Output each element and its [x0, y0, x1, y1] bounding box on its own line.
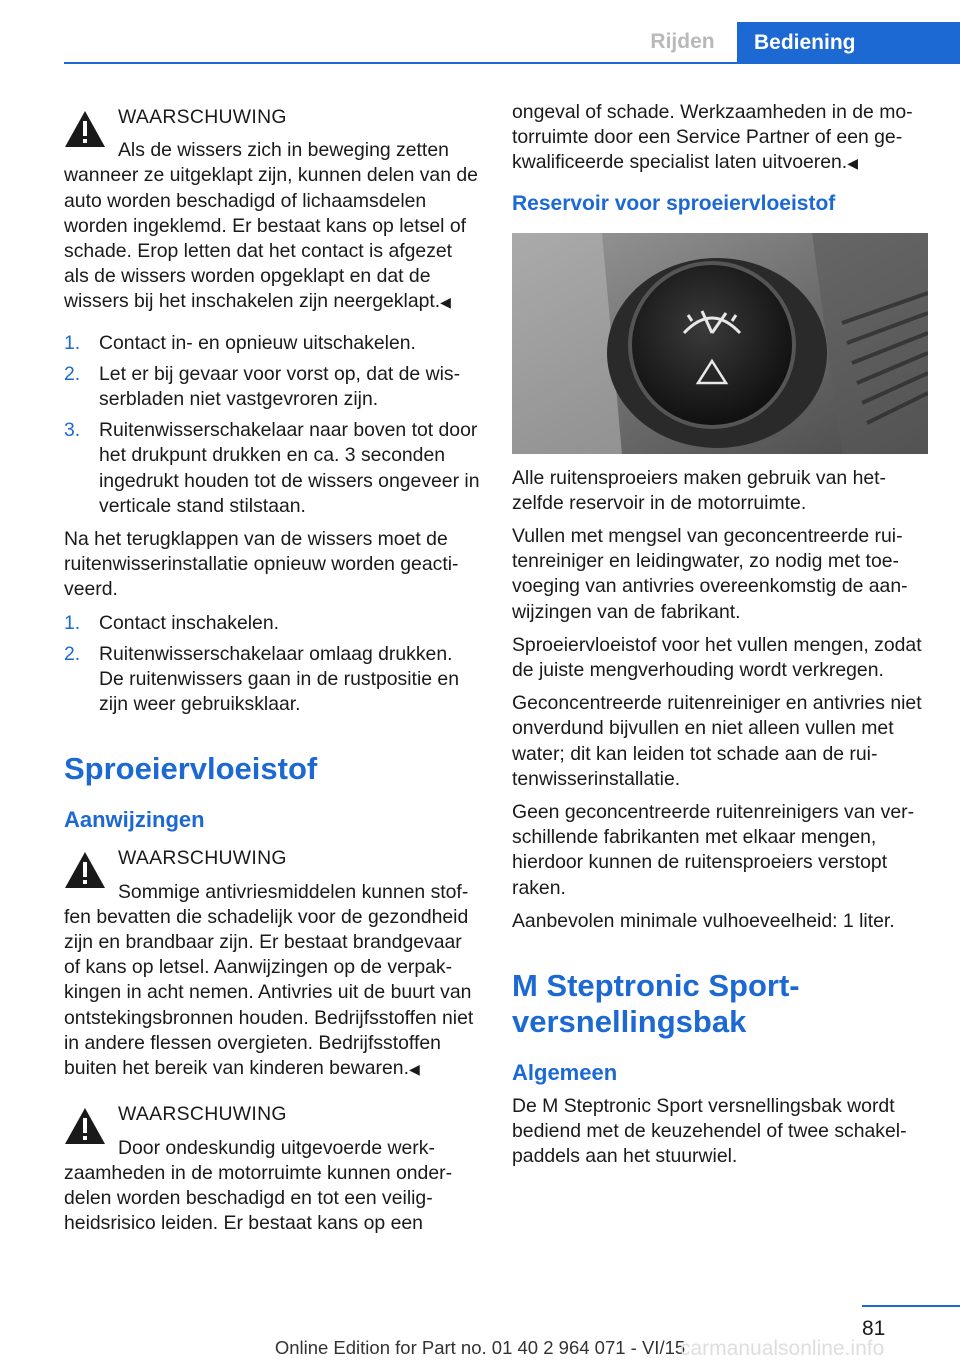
paragraph: Aanbevolen minimale vulhoeveelheid: 1 liter.	[512, 909, 895, 932]
list-text: Contact inschakelen.	[99, 611, 280, 634]
list-item	[64, 331, 482, 356]
paragraph: Alle ruitensproeiers maken gebruik van hetzelfde reservoir in de motorruimte.	[512, 466, 887, 514]
paragraph: Sproeiervloeistof voor het vullen mengen, zodat de juiste mengverhouding wordt verkregen.	[512, 633, 922, 682]
warning-title: WAARSCHUWING	[118, 1103, 287, 1126]
paragraph: Na het terugklappen van de wissers moet de ruitenwisserinstallatie opnieuw worden geactiveerd.	[64, 528, 459, 601]
page-number: 81	[862, 1317, 886, 1340]
washer-reservoir-photo	[512, 233, 928, 454]
steps-list-1	[64, 331, 482, 519]
warning-body: Door ondeskundig uitgevoerde werkzaamheden in de motorruimte kunnen onderdelen worden beschadigd en tot een veiligheidsrisico leiden. Er bestaat kans op een	[64, 1136, 453, 1235]
list-item	[64, 418, 482, 519]
list-number: 1.	[64, 611, 81, 634]
list-item	[64, 642, 482, 718]
warning-title: WAARSCHUWING	[118, 106, 287, 128]
warning-engine-bay	[64, 1097, 482, 1236]
edition-footer: Online Edition for Part no. 01 40 2 964 071 - VI/15	[274, 1337, 686, 1358]
warning-body: Als de wissers zich in beweging zetten wanneer ze uitgeklapt zijn, kunnen delen van de auto worden beschadigd of lichaamsdelen worden ingeklemd. Er bestaat kans op letsel of schade. Erop letten dat het contact is afgezet als de wissers worden opgeklapt en dat de wissers bij het inschakelen zijn neergeklapt.	[64, 139, 478, 313]
section-heading-sproeiervloeistof: Sproeiervloeistof	[64, 751, 318, 787]
paragraph: Vullen met mengsel van geconcentreerde ruitenreiniger en leidingwater, zo nodig met toevoeging van antivries overeenkomstig de aanwijzingen van de fabrikant.	[512, 525, 908, 623]
heading-reservoir: Reservoir voor sproeiervloeistof	[512, 191, 836, 215]
list-text: Contact in- en opnieuw uitschakelen.	[99, 331, 416, 354]
watermark: carmanualsonline.info	[680, 1337, 885, 1360]
list-number: 2.	[64, 642, 81, 665]
end-mark: ◀	[440, 294, 451, 311]
section-heading-steptronic: M Steptronic Sportversnellingsbak	[512, 968, 800, 1040]
warning-triangle-icon	[64, 1107, 106, 1145]
continuation-text: ongeval of schade. Werkzaamheden in de motorruimte door een Service Partner of een gekwalificeerde specialist laten uitvoeren.	[512, 101, 913, 174]
list-text: Ruitenwisserschakelaar naar boven tot door het drukpunt drukken en ca. 3 seconden ingedrukt houden tot de wissers ongeveer in verticale stand stilstaan.	[99, 419, 480, 517]
warning-title: WAARSCHUWING	[118, 847, 287, 870]
paragraph: Geen geconcentreerde ruitenreinigers van verschillende fabrikanten met elkaar mengen, hierdoor kunnen de ruitensproeiers verstopt raken.	[512, 801, 915, 899]
tab-bediening[interactable]: Bediening	[737, 22, 960, 63]
subheading-algemeen: Algemeen	[512, 1060, 618, 1086]
subheading-aanwijzingen: Aanwijzingen	[64, 807, 205, 833]
end-mark: ◀	[847, 155, 858, 172]
left-column	[64, 100, 482, 1251]
warning-antifreeze	[64, 841, 482, 1082]
warning-wipers	[64, 100, 482, 316]
list-number: 2.	[64, 362, 81, 385]
warning-triangle-icon	[64, 851, 106, 889]
right-column	[512, 100, 928, 1178]
steps-list-2	[64, 611, 482, 718]
tab-rijden[interactable]: Rijden	[650, 30, 715, 53]
paragraph: De M Steptronic Sport versnellingsbak wordt bediend met de keuzehendel of twee schakelpaddels aan het stuurwiel.	[512, 1095, 907, 1168]
footer-rule	[862, 1305, 960, 1307]
list-number: 1.	[64, 331, 81, 354]
list-item	[64, 611, 482, 636]
warning-triangle-icon	[64, 110, 106, 148]
list-text: Let er bij gevaar voor vorst op, dat de wisserbladen niet vastgevroren zijn.	[99, 362, 461, 411]
warning-body: Sommige antivriesmiddelen kunnen stoffen bevatten die schadelijk voor de gezondheid zijn en brandbaar zijn. Er bestaat brandgevaar of kans op letsel. Aanwijzingen op de verpakkingen in acht nemen. Antivries uit de buurt van ontstekingsbronnen houden. Bedrijfsstoffen niet in andere flessen overgieten. Bedrijfsstoffen buiten het bereik van kinderen bewaren.	[64, 880, 474, 1080]
paragraph: Geconcentreerde ruitenreiniger en antivries niet onverdund bijvullen en niet alleen vullen met water; dit kan leiden tot schade aan de ruitenwisserinstallatie.	[512, 692, 922, 790]
list-number: 3.	[64, 419, 81, 442]
list-item	[64, 362, 482, 412]
end-mark: ◀	[408, 1061, 420, 1078]
list-text: Ruitenwisserschakelaar omlaag drukken. De ruitenwissers gaan in de rustpositie en zijn weer gebruiksklaar.	[99, 642, 459, 716]
